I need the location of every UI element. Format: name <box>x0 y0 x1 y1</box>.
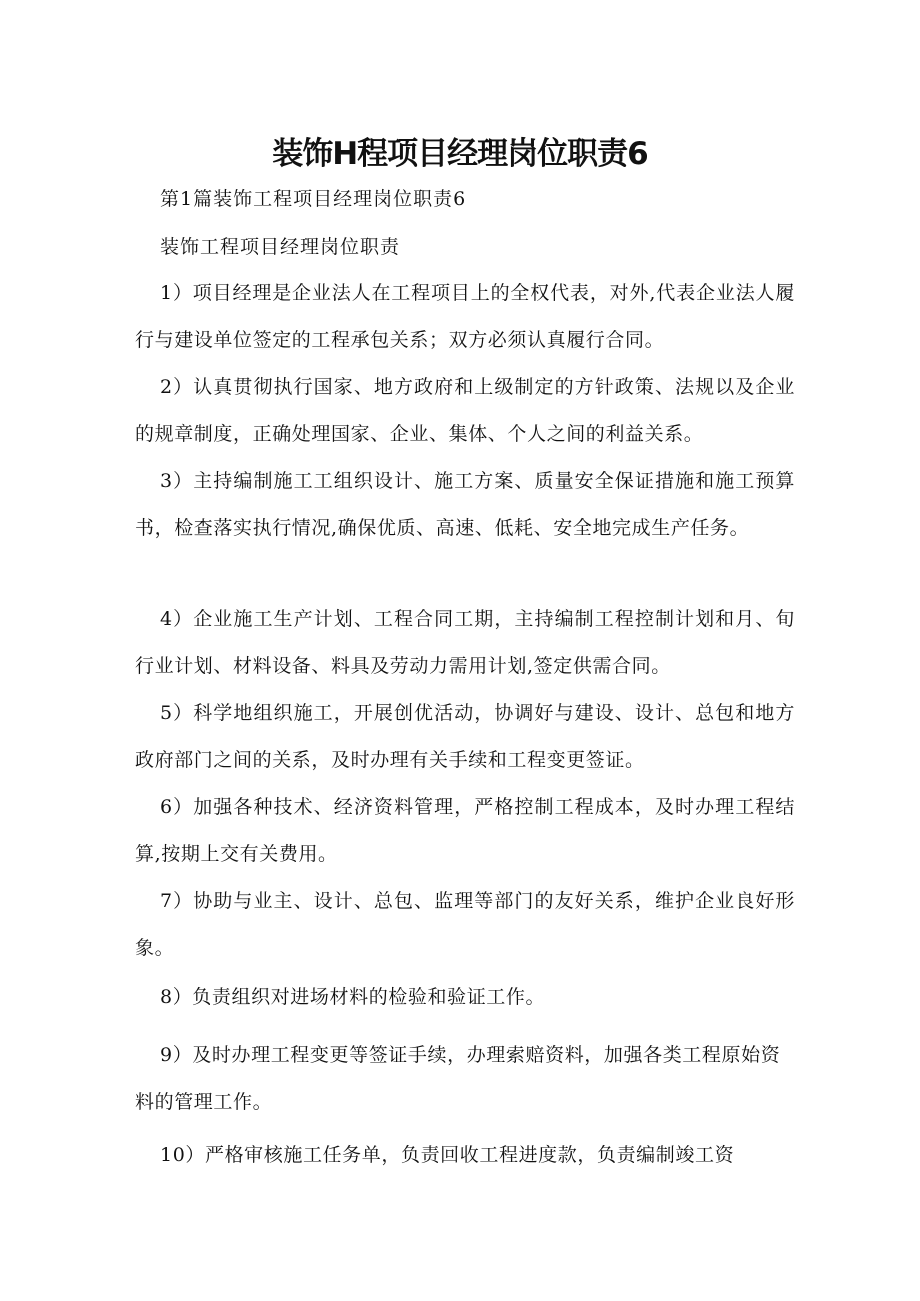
paragraph-6: 6）加强各种技术、经济资料管理，严格控制工程成本，及时办理工程结算,按期上交有关费用。 <box>135 796 795 865</box>
paragraph-9: 9）及时办理工程变更等签证手续，办理索赔资料，加强各类工程原始资料的管理工作。 <box>135 1044 781 1113</box>
paragraph-7: 7）协助与业主、设计、总包、监理等部门的友好关系，维护企业良好形象。 <box>135 890 795 959</box>
subtitle-chapter: 第1篇装饰工程项目经理岗位职责6 <box>160 188 467 210</box>
paragraph-4: 4）企业施工生产计划、工程合同工期，主持编制工程控制计划和月、旬行业计划、材料设备、料具及劳动力需用计划,签定供需合同。 <box>135 608 795 677</box>
paragraph-3: 3）主持编制施工工组织设计、施工方案、质量安全保证措施和施工预算书，检查落实执行情况,确保优质、高速、低耗、安全地完成生产任务。 <box>135 470 795 539</box>
paragraph-2: 2）认真贯彻执行国家、地方政府和上级制定的方针政策、法规以及企业的规章制度，正确处理国家、企业、集体、个人之间的利益关系。 <box>135 376 795 445</box>
paragraph-1: 1）项目经理是企业法人在工程项目上的全权代表，对外,代表企业法人履行与建设单位签定的工程承包关系；双方必须认真履行合同。 <box>135 282 795 351</box>
paragraph-5: 5）科学地组织施工，开展创优活动，协调好与建设、设计、总包和地方政府部门之间的关系，及时办理有关手续和工程变更签证。 <box>135 702 795 771</box>
paragraph-10: 10）严格审核施工任务单，负责回收工程进度款，负责编制竣工资 <box>160 1144 735 1166</box>
document-title: 装饰H程项目经理岗位职责6 <box>272 136 648 172</box>
paragraph-8: 8）负责组织对进场材料的检验和验证工作。 <box>160 986 546 1008</box>
subtitle-section: 装饰工程项目经理岗位职责 <box>160 236 401 258</box>
